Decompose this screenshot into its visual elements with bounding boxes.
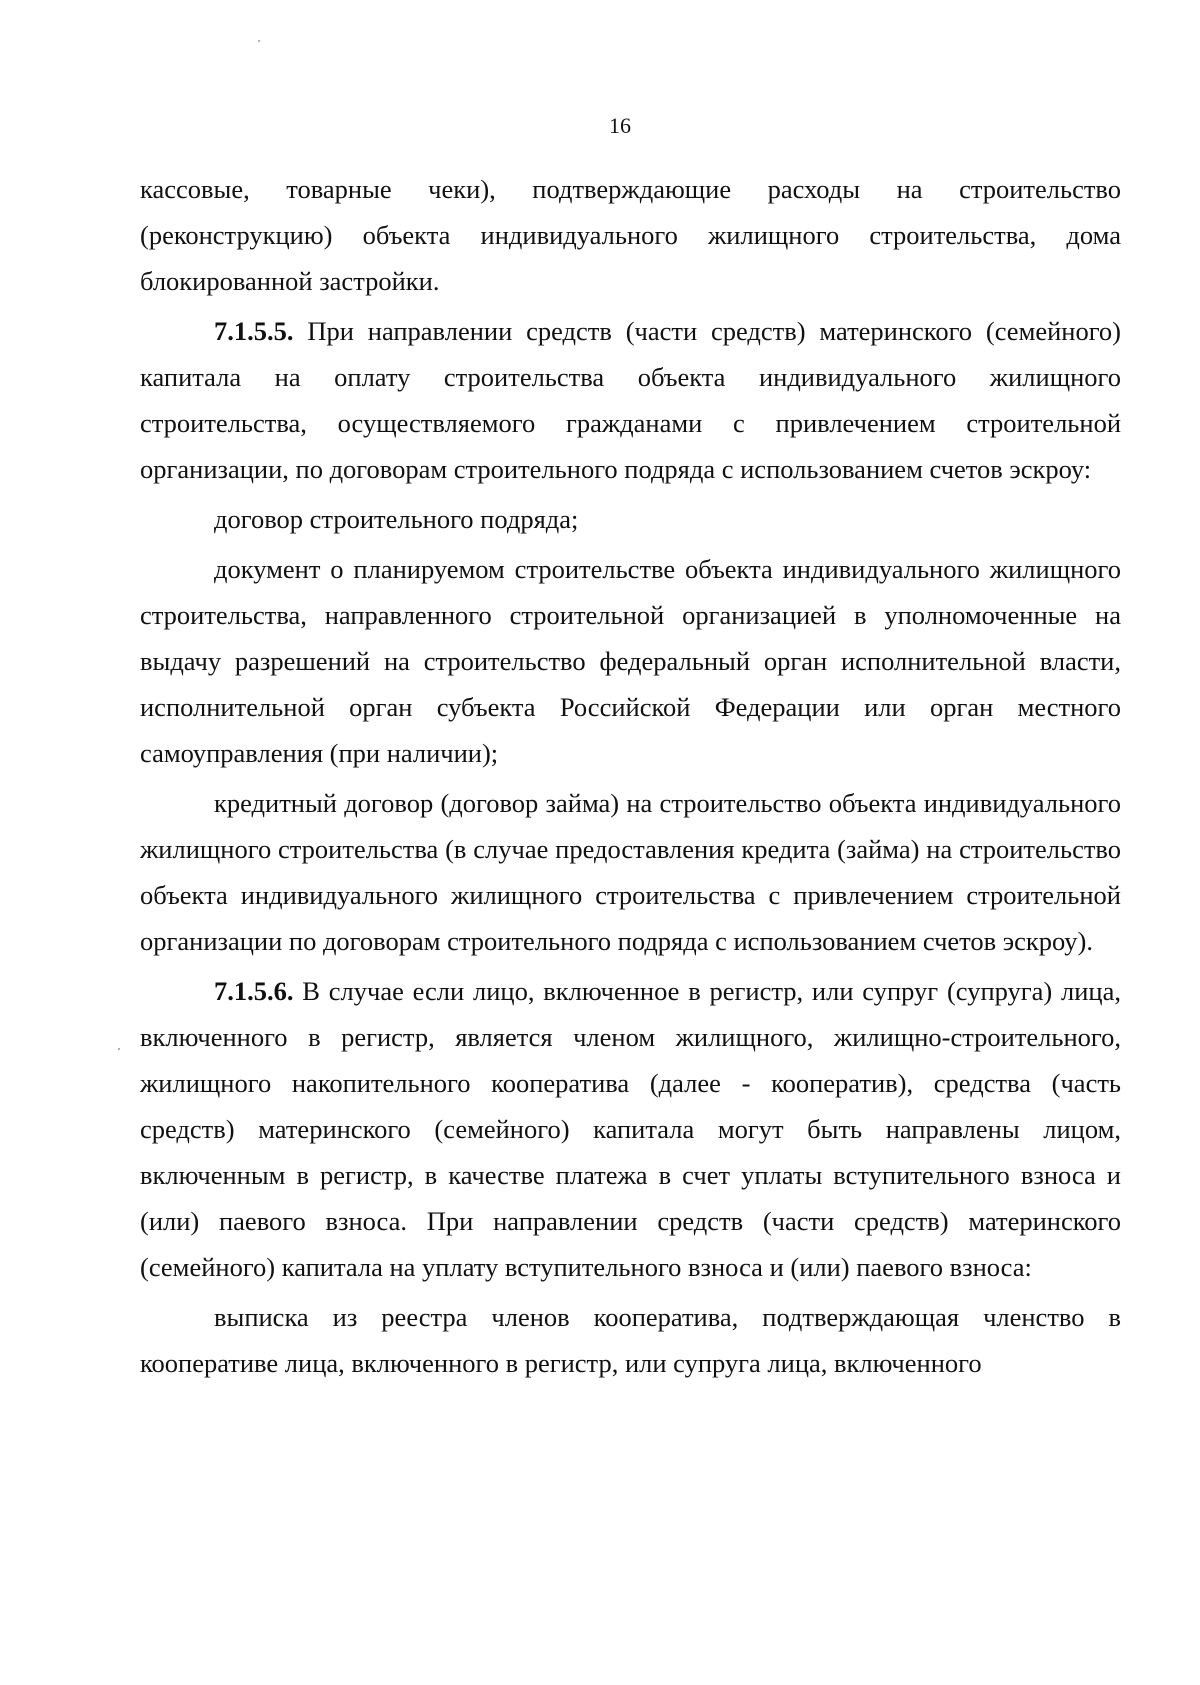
- section-number: 7.1.5.5.: [214, 316, 294, 346]
- page-number: 16: [609, 113, 631, 138]
- list-item-cooperative-register-extract: [140, 1294, 1121, 1386]
- paragraph-text: документ о планируемом строительстве объекта индивидуального жилищного строительства, направленного строительной организацией в уполномоченные на выдачу разрешений на строительство федеральный орган исполнительной власти, исполнительной орган субъекта Российской Федерации или орган местного самоуправления (при наличии);: [140, 554, 1121, 768]
- list-item-credit-agreement: [140, 780, 1121, 964]
- document-body: [140, 166, 1121, 1386]
- paragraph-7-1-5-5: [140, 308, 1121, 492]
- paragraph-7-1-5-6: [140, 968, 1121, 1290]
- scan-speck: [258, 40, 260, 42]
- paragraph-text: выписка из реестра членов кооператива, подтверждающая членство в кооперативе лица, включенного в регистр, или супруга лица, включенного: [140, 1302, 1121, 1378]
- scan-speck: [118, 1048, 120, 1050]
- list-item-construction-contract: [140, 496, 1121, 542]
- paragraph-text: В случае если лицо, включенное в регистр, или супруг (супруга) лица, включенного в регистр, является членом жилищного, жилищно-строительного, жилищного накопительного кооператива (далее - кооператив), средства (часть средств) материнского (семейного) капитала могут быть направлены лицом, включенным в регистр, в качестве платежа в счет уплаты вступительного взноса и (или) паевого взноса. При направлении средств (части средств) материнского (семейного) капитала на уплату вступительного взноса и (или) паевого взноса:: [140, 976, 1121, 1282]
- paragraph-text: договор строительного подряда;: [214, 504, 579, 534]
- paragraph-text: При направлении средств (части средств) материнского (семейного) капитала на оплату строительства объекта индивидуального жилищного строительства, осуществляемого гражданами с привлечением строительной организации, по договорам строительного подряда с использованием счетов эскроу:: [140, 316, 1121, 484]
- list-item-planned-construction-document: [140, 546, 1121, 776]
- paragraph-continuation: [140, 166, 1121, 304]
- section-number: 7.1.5.6.: [214, 976, 294, 1006]
- paragraph-text: кассовые, товарные чеки), подтверждающие расходы на строительство (реконструкцию) объекта индивидуального жилищного строительства, дома блокированной застройки.: [140, 174, 1121, 296]
- paragraph-text: кредитный договор (договор займа) на строительство объекта индивидуального жилищного строительства (в случае предоставления кредита (займа) на строительство объекта индивидуального жилищного строительства с привлечением строительной организации по договорам строительного подряда с использованием счетов эскроу).: [140, 788, 1121, 956]
